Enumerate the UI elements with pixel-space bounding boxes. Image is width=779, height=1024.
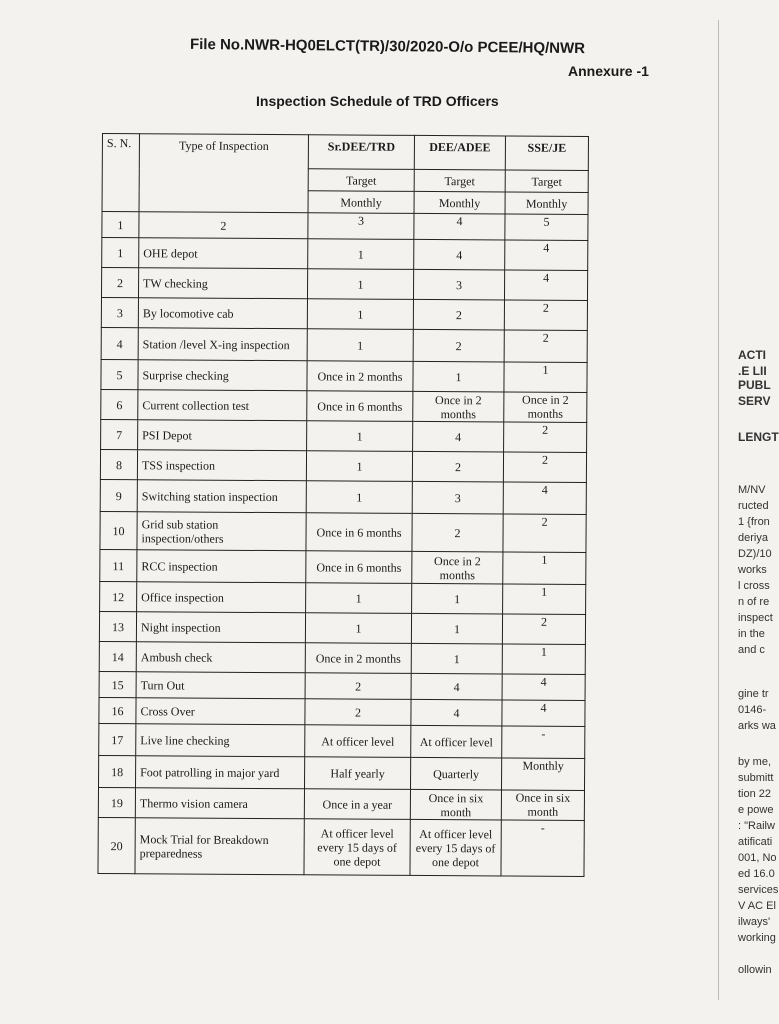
row-sr-dee-target: At officer level [305,725,411,758]
table-row [101,298,587,331]
fragment-text: inspect [738,612,773,624]
inspection-schedule-table [97,133,589,877]
row-inspection-type: By locomotive cab [138,298,307,329]
fragment-text: LENGT [738,430,779,444]
schedule-title: Inspection Schedule of TRD Officers [256,93,499,109]
row-sse-je-target: 4 [502,700,585,727]
row-dee-adee-target: At officer level [411,725,502,758]
fragment-text: ed 16.0 [738,868,775,880]
fragment-text: ructed [738,500,769,512]
row-inspection-type: Night inspection [136,612,305,643]
fragment-text: gine tr [738,688,769,700]
fragment-text: l cross [738,580,770,592]
row-sn: 4 [101,327,138,359]
row-dee-adee-target: 1 [413,361,504,392]
row-dee-adee-target: 4 [413,421,504,452]
fragment-text: SERV [738,394,771,408]
row-sse-je-target: 1 [504,362,587,393]
column-numbering-row [102,212,588,241]
row-sr-dee-target: Once in 6 months [307,391,413,422]
row-sn: 11 [100,549,137,581]
row-dee-adee-target: Once in 2 months [412,551,503,584]
row-dee-adee-target: 4 [411,699,502,726]
row-sr-dee-target: Once in 2 months [307,361,413,392]
row-inspection-type: Live line checking [136,724,305,757]
row-sn: 9 [100,479,137,511]
table-row [101,359,587,392]
table-row [101,389,587,422]
row-dee-adee-target: 1 [411,643,502,674]
row-sr-dee-target: Once in 2 months [305,643,411,674]
fragment-text: tion 22 [738,788,772,800]
row-sr-dee-target: Once in 6 months [306,551,412,584]
row-inspection-type: Surprise checking [138,360,307,391]
row-sr-dee-target: 1 [307,299,413,330]
table-row [99,611,585,644]
row-inspection-type: TW checking [138,268,307,299]
fragment-text: .E LII [738,364,767,378]
table-row [101,419,587,452]
monthly-label: Monthly [308,191,414,214]
row-sn: 2 [101,268,138,298]
numbering-cell: 1 [102,212,139,238]
row-inspection-type: RCC inspection [137,550,306,583]
fragment-text: deriya [738,532,768,544]
row-sn: 5 [101,359,138,389]
adjacent-page-fragment [708,0,779,1024]
fragment-text: arks wa [738,720,776,732]
row-inspection-type: Foot patrolling in major yard [136,756,305,789]
row-sr-dee-target: At officer level every 15 days of one depot [304,819,410,876]
row-dee-adee-target: 4 [414,239,505,270]
numbering-cell: 3 [308,213,414,240]
row-sse-je-target: 4 [504,270,587,301]
row-sr-dee-target: Half yearly [304,757,410,790]
row-sse-je-target: 2 [502,614,585,645]
table-row [101,268,587,301]
table-row [101,327,587,362]
fragment-text: V AC El [738,900,776,912]
fragment-text: : "Railw [738,820,775,832]
row-inspection-type: OHE depot [139,238,308,269]
table-row [99,697,585,726]
row-sn: 1 [102,238,139,268]
row-dee-adee-target: 3 [412,481,503,514]
table-row [99,641,585,674]
row-sse-je-target: 1 [502,644,585,675]
row-sr-dee-target: 1 [305,613,411,644]
row-inspection-type: Switching station inspection [137,480,306,513]
row-sse-je-target: Once in six month [501,790,584,821]
header-row [102,134,588,171]
row-inspection-type: Current collection test [138,390,307,421]
table-row [99,755,585,790]
fragment-text: M/NV [738,484,766,496]
row-dee-adee-target: 4 [411,673,502,700]
table-row [100,549,586,584]
row-sn: 17 [99,723,136,755]
fragment-text: 1 {fron [738,516,770,528]
row-dee-adee-target: At officer level every 15 days of one depot [410,819,501,876]
row-sn: 15 [99,671,136,697]
row-sn: 8 [100,449,137,479]
row-sr-dee-target: 1 [307,329,413,362]
table-row [100,581,586,614]
fragment-text: by me, [738,756,772,768]
row-sse-je-target: - [502,726,585,759]
fragment-text: e powe [738,804,774,816]
row-dee-adee-target: 2 [412,513,503,552]
row-inspection-type: Grid sub station inspection/others [137,512,306,551]
target-label: Target [308,169,414,192]
row-inspection-type: Station /level X-ing inspection [138,328,307,361]
row-sr-dee-target: Once in a year [304,789,410,820]
table-row [98,787,584,820]
row-dee-adee-target: Quarterly [410,757,501,790]
fragment-text: atificati [738,836,773,848]
row-sse-je-target: Monthly [501,758,584,791]
annexure-label: Annexure -1 [568,63,649,79]
fragment-text: 0146- [738,704,767,716]
row-sn: 6 [101,389,138,419]
row-sr-dee-target: 1 [307,421,413,452]
row-sse-je-target: 1 [503,552,586,585]
row-sse-je-target: 2 [503,452,586,483]
row-sse-je-target: 4 [505,240,588,271]
monthly-label: Monthly [505,192,588,215]
table-row [98,817,584,876]
row-inspection-type: Office inspection [137,582,306,613]
row-sn: 7 [101,419,138,449]
table-row [102,238,588,271]
row-dee-adee-target: 1 [412,583,503,614]
row-sse-je-target: 2 [504,300,587,331]
row-dee-adee-target: 3 [413,269,504,300]
fragment-text: ACTI [738,348,766,362]
row-sr-dee-target: 1 [306,451,412,482]
fragment-text: works [738,564,767,576]
row-sr-dee-target: 1 [306,583,412,614]
row-inspection-type: Cross Over [136,698,305,725]
row-dee-adee-target: Once in 2 months [413,391,504,422]
row-sse-je-target: Once in 2 months [504,392,587,423]
row-sr-dee-target: 1 [308,239,414,270]
row-dee-adee-target: 1 [411,613,502,644]
row-sn: 14 [99,641,136,671]
fragment-text: working [738,932,776,944]
row-sse-je-target: - [501,820,584,877]
col-header-type: Type of Inspection [139,134,308,213]
row-inspection-type: PSI Depot [138,420,307,451]
row-sn: 16 [99,697,136,723]
col-header-dee-adee: DEE/ADEE [414,135,505,170]
table-row [100,449,586,482]
row-inspection-type: Ambush check [136,642,305,673]
row-sr-dee-target: 2 [305,673,411,700]
row-sn: 18 [99,755,136,787]
row-sn: 3 [101,298,138,328]
row-sse-je-target: 1 [503,584,586,615]
target-label: Target [414,169,505,192]
fragment-text: ilways' [738,916,771,928]
table-row [100,511,586,552]
row-inspection-type: TSS inspection [137,450,306,481]
fragment-text: n of re [738,596,770,608]
fragment-text: and c [738,644,765,656]
row-sn: 10 [100,511,137,549]
inspection-table-wrapper [97,133,589,877]
numbering-cell: 2 [139,212,308,239]
fragment-text: in the [738,628,765,640]
row-dee-adee-target: 2 [412,451,503,482]
numbering-cell: 5 [505,214,588,241]
row-sse-je-target: 4 [502,674,585,701]
row-sr-dee-target: 2 [305,699,411,726]
fragment-text: services [738,884,779,896]
row-sse-je-target: 4 [503,482,586,515]
row-sr-dee-target: Once in 6 months [306,513,412,552]
table-body [98,238,588,877]
row-sn: 19 [98,787,135,817]
row-sse-je-target: 2 [503,514,586,553]
row-sn: 20 [98,817,135,873]
fragment-text: PUBL [738,378,771,392]
row-sse-je-target: 2 [504,422,587,453]
monthly-label: Monthly [414,191,505,214]
row-sse-je-target: 2 [504,330,587,363]
target-label: Target [505,170,588,193]
fragment-text: submitt [738,772,774,784]
table-row [99,671,585,700]
row-inspection-type: Turn Out [136,672,305,699]
fragment-text: DZ)/10 [738,548,772,560]
row-sr-dee-target: 1 [306,481,412,514]
col-header-sn: S. N. [102,134,139,212]
row-inspection-type: Thermo vision camera [135,788,304,819]
row-dee-adee-target: 2 [413,329,504,362]
col-header-sr-dee: Sr.DEE/TRD [308,135,414,170]
fragment-text: ollowin [738,964,772,976]
file-number: File No.NWR-HQ0ELCT(TR)/30/2020-O/o PCEE/HQ/NWR [189,35,586,58]
table-row [99,723,585,758]
row-dee-adee-target: Once in six month [410,789,501,820]
row-dee-adee-target: 2 [413,299,504,330]
row-sn: 12 [100,581,137,611]
fragment-text: 001, No [738,852,777,864]
row-sr-dee-target: 1 [307,269,413,300]
col-header-sse-je: SSE/JE [505,136,588,171]
row-inspection-type: Mock Trial for Breakdown preparedness [135,818,304,875]
row-sn: 13 [99,611,136,641]
table-row [100,479,586,514]
numbering-cell: 4 [414,213,505,240]
